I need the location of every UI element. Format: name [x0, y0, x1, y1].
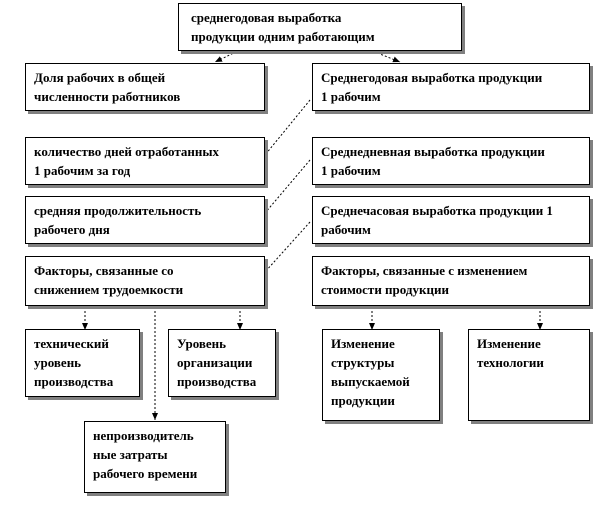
box-label: среднегодовая выработка продукции одним работающим	[191, 10, 375, 44]
box-structure-change	[322, 329, 440, 421]
box-product-cost-factors	[312, 256, 590, 306]
box-daily-output	[312, 137, 590, 185]
connector-daily-to-duration	[265, 160, 310, 213]
box-label: Среднегодовая выработка продукции 1 рабочим	[321, 70, 543, 104]
box-technical-level	[25, 329, 140, 397]
box-label: непроизводитель ные затраты рабочего времени	[93, 428, 198, 481]
box-label: Факторы, связанные с изменением стоимости продукции	[321, 263, 528, 297]
box-share-of-workers	[25, 63, 265, 111]
connector-annual-to-days	[265, 100, 310, 155]
box-label: Изменение структуры выпускаемой продукции	[331, 336, 410, 408]
box-label: Среднечасовая выработка продукции 1 рабочим	[321, 203, 553, 237]
box-annual-output-per-labourer	[312, 63, 590, 111]
box-unproductive-time	[84, 421, 226, 493]
box-days-worked	[25, 137, 265, 185]
box-organization-level	[168, 329, 276, 397]
connector-top-to-annual	[370, 50, 400, 62]
box-label: количество дней отработанных 1 рабочим за год	[34, 144, 220, 178]
connector-top-to-share	[215, 50, 240, 62]
box-technology-change	[468, 329, 590, 421]
box-annual-output-per-worker	[178, 3, 462, 51]
box-label: Среднедневная выработка продукции 1 рабочим	[321, 144, 545, 178]
box-label: Уровень организации производства	[177, 336, 257, 389]
box-labor-intensity-factors	[25, 256, 265, 306]
box-label: Факторы, связанные со снижением трудоемкости	[34, 263, 184, 297]
box-label: Доля рабочих в общей численности работников	[34, 70, 181, 104]
box-label: средняя продолжительность рабочего дня	[34, 203, 202, 237]
box-hourly-output	[312, 196, 590, 244]
box-label: Изменение технологии	[477, 336, 544, 370]
box-workday-duration	[25, 196, 265, 244]
connector-hourly-to-labor	[265, 222, 310, 272]
box-label: технический уровень производства	[34, 336, 114, 389]
